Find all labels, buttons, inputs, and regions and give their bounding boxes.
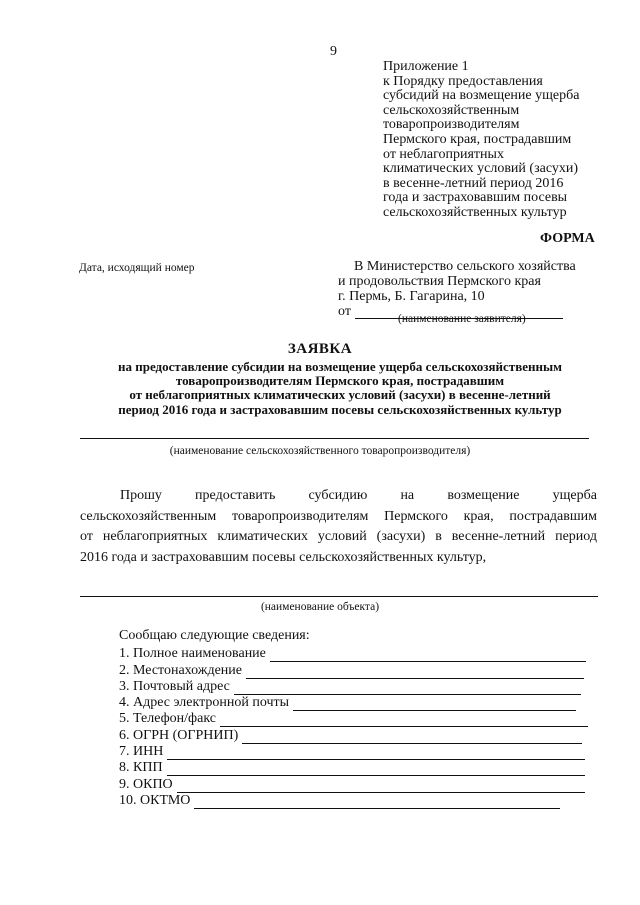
paragraph-word: предоставить bbox=[195, 488, 276, 503]
kpp-input[interactable] bbox=[167, 764, 585, 776]
phone-fax-input[interactable] bbox=[220, 715, 588, 727]
oktmo-input[interactable] bbox=[194, 797, 560, 809]
addressee-line: и продовольствия Пермского края bbox=[338, 274, 541, 289]
addressee-line: В Министерство сельского хозяйства bbox=[354, 259, 576, 274]
producer-name-field[interactable] bbox=[80, 438, 589, 439]
from-label: от bbox=[338, 304, 351, 319]
info-heading: Сообщаю следующие сведения: bbox=[119, 628, 310, 643]
field-kpp bbox=[119, 760, 588, 776]
appendix-line: Приложение 1 bbox=[383, 59, 469, 74]
field-ogrn bbox=[119, 727, 588, 743]
paragraph-word: ущерба bbox=[552, 488, 597, 503]
appendix-line: климатических условий (засухи) bbox=[383, 161, 579, 177]
request-paragraph bbox=[80, 486, 597, 568]
okpo-input[interactable] bbox=[177, 781, 585, 793]
page-number: 9 bbox=[330, 44, 337, 59]
addressee-line: г. Пермь, Б. Гагарина, 10 bbox=[338, 289, 485, 304]
location-input[interactable] bbox=[246, 667, 584, 679]
field-okpo bbox=[119, 776, 588, 792]
subtitle-line: период 2016 года и застраховавшим посевы сельскохозяйственных культур bbox=[118, 401, 562, 417]
field-label: 8. КПП bbox=[119, 760, 163, 776]
paragraph-first-line bbox=[80, 486, 597, 507]
field-label: 9. ОКПО bbox=[119, 776, 173, 792]
paragraph-word: возмещение bbox=[447, 488, 520, 503]
appendix-line: от неблагоприятных bbox=[383, 146, 504, 162]
object-name-field[interactable] bbox=[80, 596, 598, 597]
appendix-line: субсидий на возмещение ущерба bbox=[383, 88, 580, 104]
email-input[interactable] bbox=[293, 699, 576, 711]
full-name-input[interactable] bbox=[270, 650, 586, 662]
appendix-line: сельскохозяйственных культур bbox=[383, 204, 567, 220]
field-inn bbox=[119, 744, 588, 760]
document-subtitle bbox=[60, 360, 620, 417]
field-label: 7. ИНН bbox=[119, 744, 164, 760]
field-postal-address bbox=[119, 679, 588, 695]
producer-caption: (наименование сельскохозяйственного товаропроизводителя) bbox=[169, 445, 471, 457]
field-label: 5. Телефон/факс bbox=[119, 711, 217, 727]
date-label: Дата, исходящий номер bbox=[79, 262, 195, 274]
subtitle-line: товаропроизводителям Пермского края, пострадавшим bbox=[175, 373, 505, 389]
appendix-note bbox=[383, 60, 613, 221]
field-oktmo bbox=[119, 793, 588, 809]
details-list bbox=[119, 646, 588, 809]
subtitle-line: на предоставление субсидии на возмещение ущерба сельскохозяйственным bbox=[118, 359, 562, 374]
field-label: 3. Почтовый адрес bbox=[119, 678, 230, 694]
appendix-line: сельскохозяйственным bbox=[383, 102, 520, 118]
document-title: ЗАЯВКА bbox=[287, 341, 353, 357]
field-label: 4. Адрес электронной почты bbox=[119, 695, 290, 711]
field-label: 1. Полное наименование bbox=[119, 646, 266, 662]
paragraph-last-line: 2016 года и застраховавшим посевы сельскохозяйственных культур, bbox=[80, 549, 487, 565]
appendix-line: в весенне-летний период 2016 bbox=[383, 175, 564, 191]
field-phone-fax bbox=[119, 711, 588, 727]
field-label: 2. Местонахождение bbox=[119, 662, 243, 678]
paragraph-word: на bbox=[400, 488, 415, 503]
appendix-line: года и застраховавшим посевы bbox=[383, 190, 568, 206]
paragraph-line: от неблагоприятных климатических условий (засухи) в весенне-летний период bbox=[80, 529, 597, 544]
form-label: ФОРМА bbox=[540, 231, 595, 246]
paragraph-line: сельскохозяйственным товаропроизводителям Пермского края, пострадавшим bbox=[80, 508, 597, 524]
field-label: 6. ОГРН (ОГРНИП) bbox=[119, 727, 239, 743]
field-email bbox=[119, 695, 588, 711]
addressee-block bbox=[338, 259, 576, 319]
object-caption: (наименование объекта) bbox=[260, 601, 380, 613]
ogrn-input[interactable] bbox=[242, 732, 582, 744]
appendix-line: к Порядку предоставления bbox=[383, 73, 543, 89]
paragraph-word: субсидию bbox=[308, 488, 368, 503]
paragraph-word: Прошу bbox=[120, 488, 162, 503]
appendix-line: товаропроизводителям bbox=[383, 117, 520, 133]
subtitle-line: от неблагоприятных климатических условий (засухи) в весенне-летний bbox=[129, 387, 551, 403]
field-label: 10. ОКТМО bbox=[119, 792, 191, 808]
inn-input[interactable] bbox=[167, 748, 585, 760]
field-full-name bbox=[119, 646, 588, 662]
field-location bbox=[119, 662, 588, 678]
appendix-line: Пермского края, пострадавшим bbox=[383, 131, 572, 147]
postal-address-input[interactable] bbox=[234, 683, 581, 695]
applicant-caption: (наименование заявителя) bbox=[398, 313, 526, 325]
